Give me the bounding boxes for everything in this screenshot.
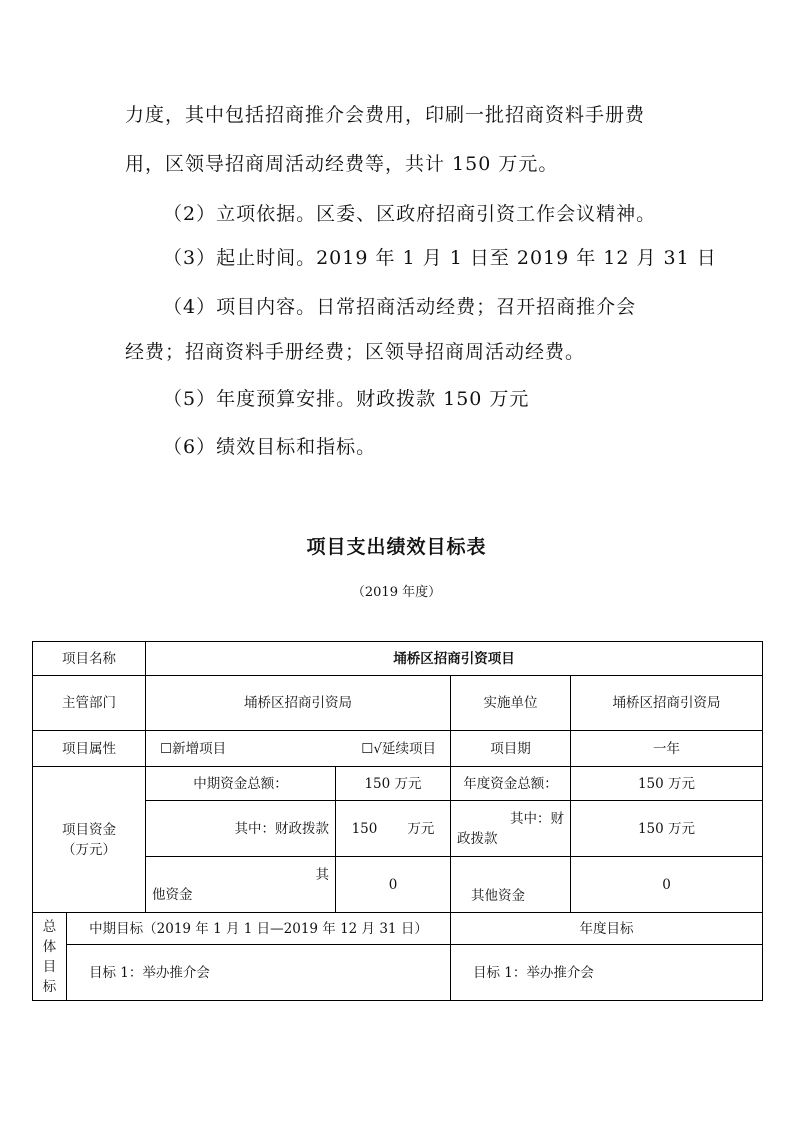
table-row [33, 767, 763, 801]
table-row [33, 642, 763, 676]
dept-label: 主管部门 [33, 676, 146, 731]
period-label: 项目期 [451, 731, 571, 767]
mid-goal-1: 目标 1：举办推介会 [67, 945, 451, 1001]
overall-goal-label [33, 913, 67, 1001]
year-total-label: 年度资金总额： [451, 767, 571, 801]
mid-other-value: 0 [336, 857, 451, 913]
body-line: （5）年度预算安排。财政拨款 150 万元 [163, 388, 530, 410]
year-other-value: 0 [571, 857, 763, 913]
body-line: （6）绩效目标和指标。 [163, 436, 377, 458]
overall-goal-char: 标 [42, 978, 57, 995]
mid-other-label-line: 其 [315, 866, 329, 883]
fund-label-line: （万元） [62, 841, 116, 858]
mid-other-label-line: 他资金 [152, 886, 193, 903]
attr-label: 项目属性 [33, 731, 146, 767]
fund-label [33, 767, 146, 913]
mid-fiscal-label: 其中：财政拨款 [146, 801, 336, 857]
project-name-label: 项目名称 [33, 642, 146, 676]
attr-continue-checkbox: ☐√延续项目 [361, 740, 436, 757]
period-value: 一年 [571, 731, 763, 767]
overall-goal-char: 总 [42, 918, 57, 935]
year-fiscal-label-line: 政拨款 [457, 830, 498, 847]
year-fiscal-label [451, 801, 571, 857]
body-line: 用，区领导招商周活动经费等，共计 150 万元。 [125, 153, 559, 175]
mid-fiscal-unit: 万元 [407, 820, 435, 837]
impl-value: 埇桥区招商引资局 [571, 676, 763, 731]
performance-target-table [32, 641, 763, 1001]
overall-goal-char: 目 [42, 958, 57, 975]
fund-label-line: 项目资金 [62, 821, 116, 838]
year-fiscal-value: 150 万元 [571, 801, 763, 857]
mid-goal-label: 中期目标（2019 年 1 月 1 日—2019 年 12 月 31 日） [67, 913, 451, 945]
attr-options [146, 731, 451, 767]
attr-new-checkbox: ☐新增项目 [160, 740, 227, 757]
impl-label: 实施单位 [451, 676, 571, 731]
table-row [33, 913, 763, 945]
dept-value: 埇桥区招商引资局 [146, 676, 451, 731]
mid-fiscal-num: 150 [351, 820, 378, 837]
table-row [33, 945, 763, 1001]
table-row [33, 731, 763, 767]
year-goal-1: 目标 1：举办推介会 [451, 945, 763, 1001]
year-goal-label: 年度目标 [451, 913, 763, 945]
body-line: 经费；招商资料手册经费；区领导招商周活动经费。 [125, 341, 586, 363]
project-name-value: 埇桥区招商引资项目 [146, 642, 763, 676]
body-line: （4）项目内容。日常招商活动经费；召开招商推介会 [163, 296, 637, 318]
mid-total-label: 中期资金总额： [146, 767, 336, 801]
body-line: （2）立项依据。区委、区政府招商引资工作会议精神。 [163, 203, 657, 225]
overall-goal-char: 体 [42, 938, 57, 955]
table-title: 项目支出绩效目标表 [306, 536, 487, 558]
table-subtitle: （2019 年度） [351, 585, 442, 600]
body-line: 力度，其中包括招商推介会费用，印刷一批招商资料手册费 [125, 104, 646, 126]
mid-total-value: 150 万元 [336, 767, 451, 801]
year-other-label: 其他资金 [451, 857, 571, 913]
year-total-value: 150 万元 [571, 767, 763, 801]
year-fiscal-label-line: 其中：财 [510, 810, 564, 827]
mid-fiscal-value [336, 801, 451, 857]
mid-other-label [146, 857, 336, 913]
body-line: （3）起止时间。2019 年 1 月 1 日至 2019 年 12 月 31 日 [163, 247, 717, 269]
table-row [33, 676, 763, 731]
